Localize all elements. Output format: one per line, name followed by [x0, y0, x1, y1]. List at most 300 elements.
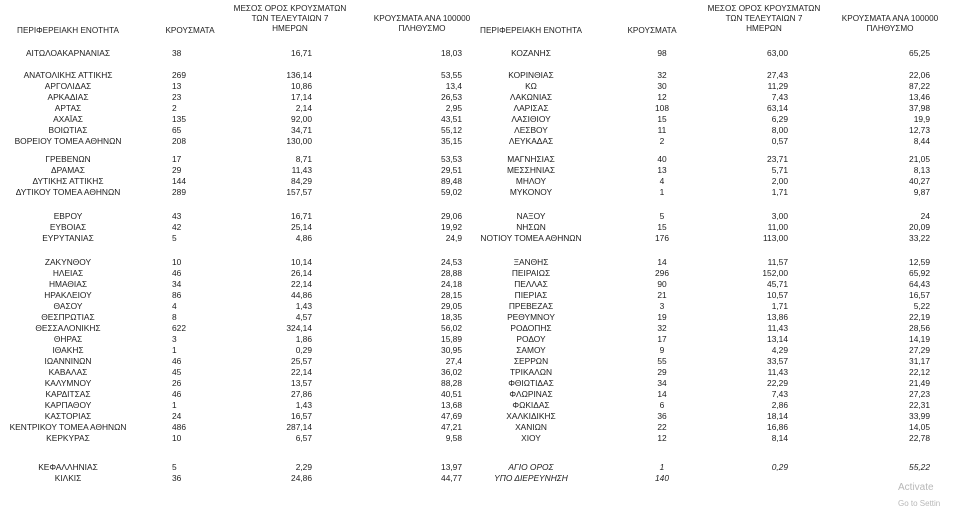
per100k-cell: 19,9 [913, 114, 930, 124]
left-header-region: ΠΕΡΙΦΕΡΕΙΑΚΗ ΕΝΟΤΗΤΑ [17, 26, 119, 35]
region-cell: ΚΕΝΤΡΙΚΟΥ ΤΟΜΕΑ ΑΘΗΝΩΝ [9, 422, 127, 432]
region-cell: ΧΑΝΙΩΝ [515, 422, 547, 432]
cases-cell: 289 [172, 187, 186, 197]
region-cell: ΒΟΙΩΤΙΑΣ [48, 125, 88, 135]
per100k-cell: 22,12 [909, 367, 930, 377]
per100k-cell: 29,06 [441, 211, 462, 221]
cases-cell: 1 [172, 400, 177, 410]
per100k-cell: 28,56 [909, 323, 930, 333]
region-cell: ΧΙΟΥ [521, 433, 541, 443]
region-cell: ΜΥΚΟΝΟΥ [509, 187, 553, 197]
per100k-cell: 24 [920, 211, 930, 221]
cases-cell: 45 [172, 367, 182, 377]
avg7-cell: 10,86 [291, 81, 312, 91]
region-cell: ΜΗΛΟΥ [515, 176, 547, 186]
region-cell: ΘΑΣΟΥ [53, 301, 83, 311]
cases-cell: 29 [172, 165, 182, 175]
avg7-cell: 22,29 [767, 378, 788, 388]
avg7-cell: 22,14 [291, 367, 312, 377]
avg7-cell: 17,14 [291, 92, 312, 102]
per100k-cell: 59,02 [441, 187, 462, 197]
per100k-cell: 8,13 [913, 165, 930, 175]
table-row [0, 114, 960, 125]
table-row [0, 81, 960, 92]
region-cell: ΛΕΥΚΑΔΑΣ [508, 136, 554, 146]
avg7-cell: 16,71 [291, 48, 312, 58]
cases-cell: 17 [172, 154, 182, 164]
table-row [0, 279, 960, 290]
table-row [0, 268, 960, 279]
per100k-cell: 24,9 [445, 233, 462, 243]
region-cell: ΠΡΕΒΕΖΑΣ [508, 301, 554, 311]
cases-cell: 15 [657, 222, 667, 232]
per100k-cell: 24,18 [441, 279, 462, 289]
cases-cell: 34 [172, 279, 182, 289]
avg7-cell: 11,43 [767, 323, 788, 333]
region-cell: ΦΛΩΡΙΝΑΣ [509, 389, 553, 399]
per100k-cell: 2,95 [445, 103, 462, 113]
per100k-cell: 12,73 [909, 125, 930, 135]
right-header-region: ΠΕΡΙΦΕΡΕΙΑΚΗ ΕΝΟΤΗΤΑ [480, 26, 582, 35]
region-cell: ΕΥΒΟΙΑΣ [49, 222, 87, 232]
region-cell: ΡΟΔΟΠΗΣ [510, 323, 552, 333]
avg7-cell: 0,57 [771, 136, 788, 146]
right-header-per100k [826, 14, 954, 34]
activate-windows-watermark [898, 482, 940, 510]
avg7-cell: 6,57 [295, 433, 312, 443]
avg7-cell: 1,43 [295, 400, 312, 410]
avg7-cell: 1,43 [295, 301, 312, 311]
avg7-cell: 25,57 [291, 356, 312, 366]
cases-cell: 90 [657, 279, 667, 289]
cases-cell: 17 [657, 334, 667, 344]
per100k-cell: 29,51 [441, 165, 462, 175]
region-cell: ΝΟΤΙΟΥ ΤΟΜΕΑ ΑΘΗΝΩΝ [480, 233, 582, 243]
left-header-avg7-line3: ΗΜΕΡΩΝ [272, 24, 308, 33]
region-cell: ΖΑΚΥΝΘΟΥ [44, 257, 92, 267]
avg7-cell: 11,00 [767, 222, 788, 232]
region-cell: ΔΥΤΙΚΟΥ ΤΟΜΕΑ ΑΘΗΝΩΝ [15, 187, 121, 197]
cases-cell: 12 [657, 92, 667, 102]
per100k-cell: 24,53 [441, 257, 462, 267]
table-row [0, 334, 960, 345]
per100k-cell: 13,68 [441, 400, 462, 410]
watermark-line1: Activate [898, 482, 934, 493]
region-cell: ΚΑΡΔΙΤΣΑΣ [45, 389, 91, 399]
left-header-per100k [360, 14, 484, 34]
region-cell: ΒΟΡΕΙΟΥ ΤΟΜΕΑ ΑΘΗΝΩΝ [14, 136, 122, 146]
cases-cell: 14 [657, 389, 667, 399]
cases-cell: 21 [657, 290, 667, 300]
table-row [0, 92, 960, 103]
table-row [0, 356, 960, 367]
avg7-cell: 11,57 [767, 257, 788, 267]
table-row [0, 290, 960, 301]
per100k-cell: 44,77 [441, 473, 462, 483]
table-row [0, 312, 960, 323]
avg7-cell: 84,29 [291, 176, 312, 186]
cases-cell: 30 [657, 81, 667, 91]
cases-cell: 19 [657, 312, 667, 322]
region-cell: ΛΑΚΩΝΙΑΣ [509, 92, 553, 102]
right-header-avg7-line1: ΜΕΣΟΣ ΟΡΟΣ ΚΡΟΥΣΜΑΤΩΝ [707, 4, 821, 13]
region-cell: ΕΥΡΥΤΑΝΙΑΣ [42, 233, 94, 243]
watermark-line2: Go to Settin [898, 499, 941, 508]
cases-cell: 13 [657, 165, 667, 175]
cases-cell: 622 [172, 323, 186, 333]
avg7-cell: 4,29 [771, 345, 788, 355]
per100k-cell: 22,31 [909, 400, 930, 410]
region-cell: ΗΜΑΘΙΑΣ [48, 279, 88, 289]
cases-cell: 43 [172, 211, 182, 221]
per100k-cell: 37,98 [909, 103, 930, 113]
cases-cell: 5 [172, 233, 177, 243]
right-header-avg7-line3: ΗΜΕΡΩΝ [746, 24, 782, 33]
cases-cell: 32 [657, 70, 667, 80]
avg7-cell: 2,86 [771, 400, 788, 410]
region-cell: ΗΛΕΙΑΣ [52, 268, 84, 278]
per100k-cell: 27,23 [909, 389, 930, 399]
cases-cell: 65 [172, 125, 182, 135]
per100k-cell: 22,06 [909, 70, 930, 80]
per100k-cell: 56,02 [441, 323, 462, 333]
avg7-cell: 13,86 [767, 312, 788, 322]
cases-cell: 55 [657, 356, 667, 366]
region-cell: ΚΕΦΑΛΛΗΝΙΑΣ [38, 462, 98, 472]
cases-cell: 1 [172, 345, 177, 355]
per100k-cell: 33,22 [909, 233, 930, 243]
cases-cell: 2 [172, 103, 177, 113]
avg7-cell: 4,57 [295, 312, 312, 322]
table-row [0, 433, 960, 444]
avg7-cell: 16,86 [767, 422, 788, 432]
cases-cell: 23 [172, 92, 182, 102]
per100k-cell: 33,99 [909, 411, 930, 421]
right-header-cases: ΚΡΟΥΣΜΑΤΑ [627, 26, 677, 35]
cases-cell: 98 [657, 48, 667, 58]
cases-cell: 42 [172, 222, 182, 232]
per100k-cell: 88,28 [441, 378, 462, 388]
region-cell: ΑΡΚΑΔΙΑΣ [47, 92, 89, 102]
avg7-cell: 7,43 [771, 389, 788, 399]
region-cell: ΑΓΙΟ ΟΡΟΣ [508, 462, 554, 472]
avg7-cell: 92,00 [291, 114, 312, 124]
region-cell: ΚΕΡΚΥΡΑΣ [46, 433, 90, 443]
avg7-cell: 16,57 [291, 411, 312, 421]
table-row [0, 301, 960, 312]
region-cell: ΑΡΤΑΣ [54, 103, 82, 113]
avg7-cell: 13,14 [767, 334, 788, 344]
avg7-cell: 16,71 [291, 211, 312, 221]
avg7-cell: 10,57 [767, 290, 788, 300]
region-cell: ΥΠΟ ΔΙΕΡΕΥΝΗΣΗ [494, 473, 568, 483]
table-row [0, 257, 960, 268]
per100k-cell: 21,05 [909, 154, 930, 164]
per100k-cell: 15,89 [441, 334, 462, 344]
cases-cell: 10 [172, 433, 182, 443]
cases-cell: 144 [172, 176, 186, 186]
region-cell: ΙΘΑΚΗΣ [52, 345, 84, 355]
avg7-cell: 24,86 [291, 473, 312, 483]
table-row [0, 411, 960, 422]
avg7-cell: 18,14 [767, 411, 788, 421]
per100k-cell: 8,44 [913, 136, 930, 146]
table-row [0, 422, 960, 433]
cases-cell: 1 [659, 462, 665, 472]
per100k-cell: 18,03 [441, 48, 462, 58]
cases-cell: 12 [657, 433, 667, 443]
per100k-cell: 27,29 [909, 345, 930, 355]
cases-cell: 10 [172, 257, 182, 267]
cases-cell: 15 [657, 114, 667, 124]
per100k-cell: 22,19 [909, 312, 930, 322]
per100k-cell: 14,05 [909, 422, 930, 432]
per100k-cell: 89,48 [441, 176, 462, 186]
avg7-cell: 27,86 [291, 389, 312, 399]
region-cell: ΡΟΔΟΥ [516, 334, 546, 344]
avg7-cell: 136,14 [286, 70, 312, 80]
per100k-cell: 16,57 [909, 290, 930, 300]
per100k-cell: 40,51 [441, 389, 462, 399]
region-cell: ΣΕΡΡΩΝ [513, 356, 549, 366]
region-cell: ΚΑΡΠΑΘΟΥ [44, 400, 92, 410]
left-header-avg7-line1: ΜΕΣΟΣ ΟΡΟΣ ΚΡΟΥΣΜΑΤΩΝ [233, 4, 347, 13]
right-header-per100k-line2: ΠΛΗΘΥΣΜΟ [866, 24, 914, 33]
region-cell: ΑΝΑΤΟΛΙΚΗΣ ΑΤΤΙΚΗΣ [23, 70, 113, 80]
per100k-cell: 31,17 [909, 356, 930, 366]
avg7-cell: 6,29 [771, 114, 788, 124]
table-row [0, 154, 960, 165]
per100k-cell: 9,58 [445, 433, 462, 443]
table-row [0, 211, 960, 222]
per100k-cell: 36,02 [441, 367, 462, 377]
cases-cell: 46 [172, 389, 182, 399]
region-cell: ΘΕΣΣΑΛΟΝΙΚΗΣ [35, 323, 101, 333]
table-row [0, 125, 960, 136]
avg7-cell: 23,71 [767, 154, 788, 164]
table-row [0, 378, 960, 389]
left-header-avg7 [230, 4, 350, 34]
cases-cell: 36 [657, 411, 667, 421]
table-row [0, 165, 960, 176]
cases-cell: 5 [659, 211, 665, 221]
avg7-cell: 2,14 [295, 103, 312, 113]
per100k-cell: 28,88 [441, 268, 462, 278]
cases-cell: 4 [659, 176, 665, 186]
avg7-cell: 1,71 [771, 187, 788, 197]
per100k-cell: 13,97 [441, 462, 462, 472]
region-cell: ΑΧΑΪΑΣ [53, 114, 83, 124]
cases-cell: 13 [172, 81, 182, 91]
per100k-cell: 53,55 [441, 70, 462, 80]
region-cell: ΞΑΝΘΗΣ [513, 257, 549, 267]
cases-cell: 38 [172, 48, 182, 58]
cases-cell: 8 [172, 312, 177, 322]
per100k-cell: 43,51 [441, 114, 462, 124]
avg7-cell: 5,71 [771, 165, 788, 175]
per100k-cell: 9,87 [913, 187, 930, 197]
per100k-cell: 65,92 [909, 268, 930, 278]
avg7-cell: 157,57 [286, 187, 312, 197]
region-cell: ΜΕΣΣΗΝΙΑΣ [506, 165, 556, 175]
table-row [0, 136, 960, 147]
region-cell: ΚΟΖΑΝΗΣ [511, 48, 551, 58]
cases-cell: 108 [655, 103, 669, 113]
avg7-cell: 27,43 [767, 70, 788, 80]
region-cell: ΝΑΞΟΥ [516, 211, 546, 221]
region-cell: ΘΗΡΑΣ [53, 334, 83, 344]
table-row [0, 345, 960, 356]
left-header-per100k-line1: ΚΡΟΥΣΜΑΤΑ ΑΝΑ 100000 [373, 14, 471, 23]
cases-cell: 135 [172, 114, 186, 124]
avg7-cell: 4,86 [295, 233, 312, 243]
per100k-cell: 87,22 [909, 81, 930, 91]
avg7-cell: 11,43 [767, 367, 788, 377]
avg7-cell: 1,71 [771, 301, 788, 311]
table-row [0, 323, 960, 334]
region-cell: ΙΩΑΝΝΙΝΩΝ [44, 356, 92, 366]
avg7-cell: 34,71 [291, 125, 312, 135]
per100k-cell: 14,19 [909, 334, 930, 344]
avg7-cell: 10,14 [291, 257, 312, 267]
avg7-cell: 0,29 [295, 345, 312, 355]
table-row [0, 48, 960, 59]
right-header-avg7-line2: ΤΩΝ ΤΕΛΕΥΤΑΙΩΝ 7 [725, 14, 803, 23]
cases-cell: 32 [657, 323, 667, 333]
table-row [0, 473, 960, 484]
per100k-cell: 53,53 [441, 154, 462, 164]
region-cell: ΠΙΕΡΙΑΣ [514, 290, 548, 300]
region-cell: ΕΒΡΟΥ [53, 211, 83, 221]
per100k-cell: 30,95 [441, 345, 462, 355]
cases-cell: 3 [659, 301, 665, 311]
per100k-cell: 13,46 [909, 92, 930, 102]
cases-cell: 26 [172, 378, 182, 388]
cases-cell: 29 [657, 367, 667, 377]
per100k-cell: 26,53 [441, 92, 462, 102]
cases-cell: 5 [172, 462, 177, 472]
right-header-per100k-line1: ΚΡΟΥΣΜΑΤΑ ΑΝΑ 100000 [841, 14, 939, 23]
left-header-avg7-line2: ΤΩΝ ΤΕΛΕΥΤΑΙΩΝ 7 [251, 14, 329, 23]
cases-cell: 11 [657, 125, 667, 135]
per100k-cell: 13,4 [445, 81, 462, 91]
per100k-cell: 18,35 [441, 312, 462, 322]
per100k-cell: 12,59 [909, 257, 930, 267]
region-cell: ΔΥΤΙΚΗΣ ΑΤΤΙΚΗΣ [32, 176, 104, 186]
region-cell: ΛΑΡΙΣΑΣ [513, 103, 549, 113]
region-cell: ΚΑΒΑΛΑΣ [48, 367, 88, 377]
per100k-cell: 55,22 [909, 462, 930, 472]
per100k-cell: 64,43 [909, 279, 930, 289]
per100k-cell: 29,05 [441, 301, 462, 311]
avg7-cell: 13,57 [291, 378, 312, 388]
cases-cell: 3 [172, 334, 177, 344]
region-cell: ΔΡΑΜΑΣ [51, 165, 85, 175]
avg7-cell: 0,29 [771, 462, 788, 472]
per100k-cell: 21,49 [909, 378, 930, 388]
per100k-cell: 65,25 [909, 48, 930, 58]
avg7-cell: 25,14 [291, 222, 312, 232]
avg7-cell: 8,71 [295, 154, 312, 164]
avg7-cell: 113,00 [763, 233, 788, 243]
avg7-cell: 11,43 [291, 165, 312, 175]
per100k-cell: 47,69 [441, 411, 462, 421]
cases-cell: 6 [659, 400, 665, 410]
avg7-cell: 1,86 [295, 334, 312, 344]
avg7-cell: 130,00 [286, 136, 312, 146]
table-row [0, 176, 960, 187]
per100k-cell: 5,22 [913, 301, 930, 311]
table-row [0, 222, 960, 233]
region-cell: ΗΡΑΚΛΕΙΟΥ [44, 290, 92, 300]
region-cell: ΦΘΙΩΤΙΔΑΣ [508, 378, 554, 388]
avg7-cell: 8,14 [771, 433, 788, 443]
region-cell: ΘΕΣΠΡΩΤΙΑΣ [41, 312, 95, 322]
left-header-per100k-line2: ΠΛΗΘΥΣΜΟ [398, 24, 446, 33]
per100k-cell: 19,92 [441, 222, 462, 232]
cases-cell: 140 [655, 473, 669, 483]
avg7-cell: 7,43 [771, 92, 788, 102]
cases-cell: 34 [657, 378, 667, 388]
cases-cell: 176 [655, 233, 669, 243]
avg7-cell: 8,00 [771, 125, 788, 135]
region-cell: ΚΩ [525, 81, 537, 91]
per100k-cell: 20,09 [909, 222, 930, 232]
region-cell: ΣΑΜΟΥ [516, 345, 546, 355]
region-cell: ΧΑΛΚΙΔΙΚΗΣ [506, 411, 556, 421]
avg7-cell: 44,86 [291, 290, 312, 300]
per100k-cell: 47,21 [441, 422, 462, 432]
table-row [0, 389, 960, 400]
cases-cell: 86 [172, 290, 182, 300]
cases-cell: 46 [172, 268, 182, 278]
cases-cell: 486 [172, 422, 186, 432]
table-row [0, 103, 960, 114]
region-cell: ΚΟΡΙΝΘΙΑΣ [508, 70, 554, 80]
table-row [0, 187, 960, 198]
avg7-cell: 152,00 [762, 268, 788, 278]
cases-cell: 4 [172, 301, 177, 311]
region-cell: ΜΑΓΝΗΣΙΑΣ [507, 154, 555, 164]
per100k-cell: 55,12 [441, 125, 462, 135]
region-cell: ΚΙΛΚΙΣ [54, 473, 82, 483]
right-header-avg7 [700, 4, 828, 34]
cases-cell: 14 [657, 257, 667, 267]
avg7-cell: 26,14 [291, 268, 312, 278]
cases-cell: 40 [657, 154, 667, 164]
region-cell: ΑΙΤΩΛΟΑΚΑΡΝΑΝΙΑΣ [25, 48, 111, 58]
cases-cell: 24 [172, 411, 182, 421]
cases-cell: 269 [172, 70, 186, 80]
left-header-cases: ΚΡΟΥΣΜΑΤΑ [165, 26, 215, 35]
per100k-cell: 27,4 [445, 356, 462, 366]
avg7-cell: 287,14 [286, 422, 312, 432]
cases-cell: 208 [172, 136, 186, 146]
avg7-cell: 33,57 [767, 356, 788, 366]
table-row [0, 367, 960, 378]
avg7-cell: 324,14 [286, 323, 312, 333]
avg7-cell: 2,29 [295, 462, 312, 472]
region-cell: ΛΑΣΙΘΙΟΥ [511, 114, 551, 124]
region-cell: ΛΕΣΒΟΥ [514, 125, 548, 135]
region-cell: ΠΕΙΡΑΙΩΣ [511, 268, 551, 278]
avg7-cell: 11,29 [767, 81, 788, 91]
avg7-cell: 22,14 [291, 279, 312, 289]
cases-cell: 1 [659, 187, 665, 197]
per100k-cell: 22,78 [909, 433, 930, 443]
table-row [0, 400, 960, 411]
avg7-cell: 45,71 [767, 279, 788, 289]
